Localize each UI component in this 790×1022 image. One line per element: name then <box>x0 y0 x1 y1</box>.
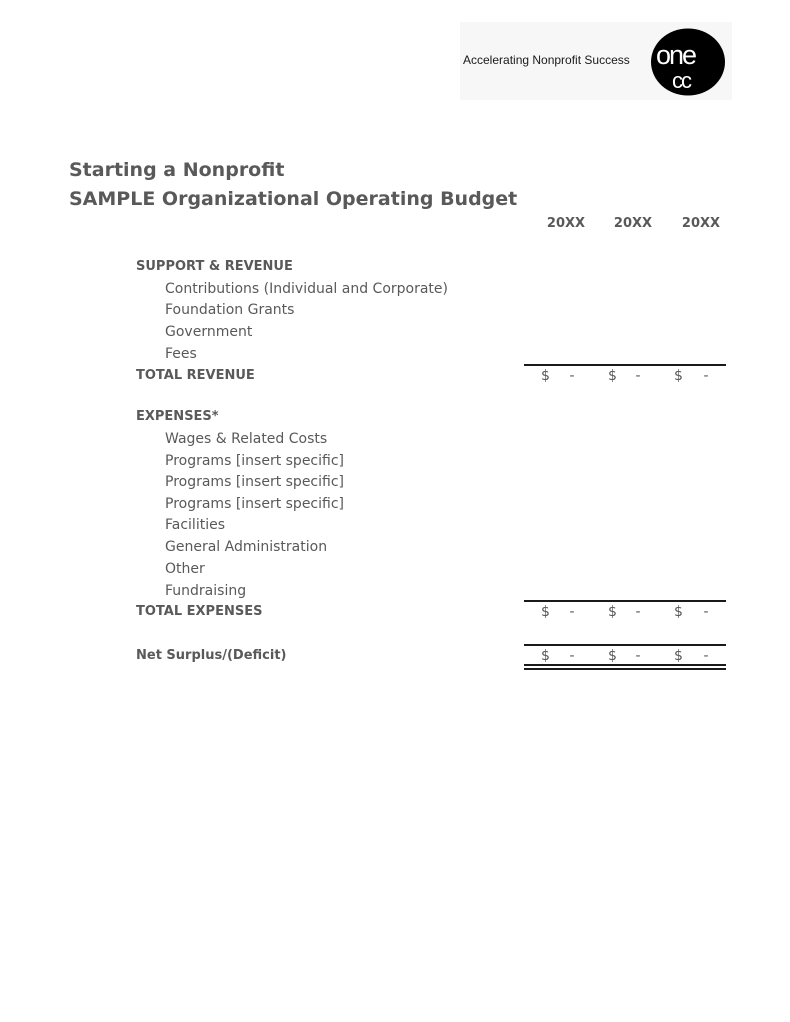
expense-item-programs-3: Programs [insert specific] <box>165 496 344 512</box>
net-double-rule-top <box>524 664 726 666</box>
net-value-3: - <box>703 648 709 664</box>
total-expenses-value-2: - <box>635 604 641 620</box>
net-top-rule <box>524 644 726 646</box>
logo-text-top: one <box>656 40 696 70</box>
total-expenses-value-1: - <box>569 604 575 620</box>
total-revenue-label: TOTAL REVENUE <box>136 368 255 383</box>
net-currency-1: $ <box>541 648 550 664</box>
expense-item-programs-2: Programs [insert specific] <box>165 474 344 490</box>
expense-item-facilities: Facilities <box>165 517 225 533</box>
total-revenue-currency-1: $ <box>541 368 550 384</box>
net-surplus-label: Net Surplus/(Deficit) <box>136 648 287 663</box>
total-expenses-currency-2: $ <box>608 604 617 620</box>
column-header-2: 20XX <box>613 216 653 231</box>
net-currency-2: $ <box>608 648 617 664</box>
tagline: Accelerating Nonprofit Success <box>463 53 630 67</box>
expense-item-general-administration: General Administration <box>165 539 328 555</box>
total-expenses-currency-1: $ <box>541 604 550 620</box>
expense-item-wages: Wages & Related Costs <box>165 431 328 447</box>
total-revenue-currency-3: $ <box>674 368 683 384</box>
page-title: Starting a Nonprofit <box>69 159 285 181</box>
total-revenue-value-3: - <box>703 368 709 384</box>
expenses-heading: EXPENSES* <box>136 409 219 424</box>
expenses-total-rule <box>524 600 726 602</box>
total-expenses-value-3: - <box>703 604 709 620</box>
page-subtitle: SAMPLE Organizational Operating Budget <box>69 188 518 210</box>
expense-item-fundraising: Fundraising <box>165 583 247 599</box>
column-header-3: 20XX <box>681 216 721 231</box>
total-expenses-currency-3: $ <box>674 604 683 620</box>
total-expenses-label: TOTAL EXPENSES <box>136 604 263 619</box>
logo-text-bottom: cc <box>672 68 690 93</box>
revenue-total-rule <box>524 364 726 366</box>
net-currency-3: $ <box>674 648 683 664</box>
total-revenue-value-1: - <box>569 368 575 384</box>
column-header-1: 20XX <box>546 216 586 231</box>
net-value-2: - <box>635 648 641 664</box>
revenue-heading: SUPPORT & REVENUE <box>136 259 293 274</box>
total-revenue-value-2: - <box>635 368 641 384</box>
revenue-item-contributions: Contributions (Individual and Corporate) <box>165 281 449 297</box>
total-revenue-currency-2: $ <box>608 368 617 384</box>
revenue-item-foundation-grants: Foundation Grants <box>165 302 295 318</box>
expense-item-other: Other <box>165 561 205 577</box>
net-double-rule-bottom <box>524 668 726 670</box>
net-value-1: - <box>569 648 575 664</box>
revenue-item-fees: Fees <box>165 346 197 362</box>
onecc-logo <box>650 28 726 96</box>
revenue-item-government: Government <box>165 324 253 340</box>
expense-item-programs-1: Programs [insert specific] <box>165 453 344 469</box>
